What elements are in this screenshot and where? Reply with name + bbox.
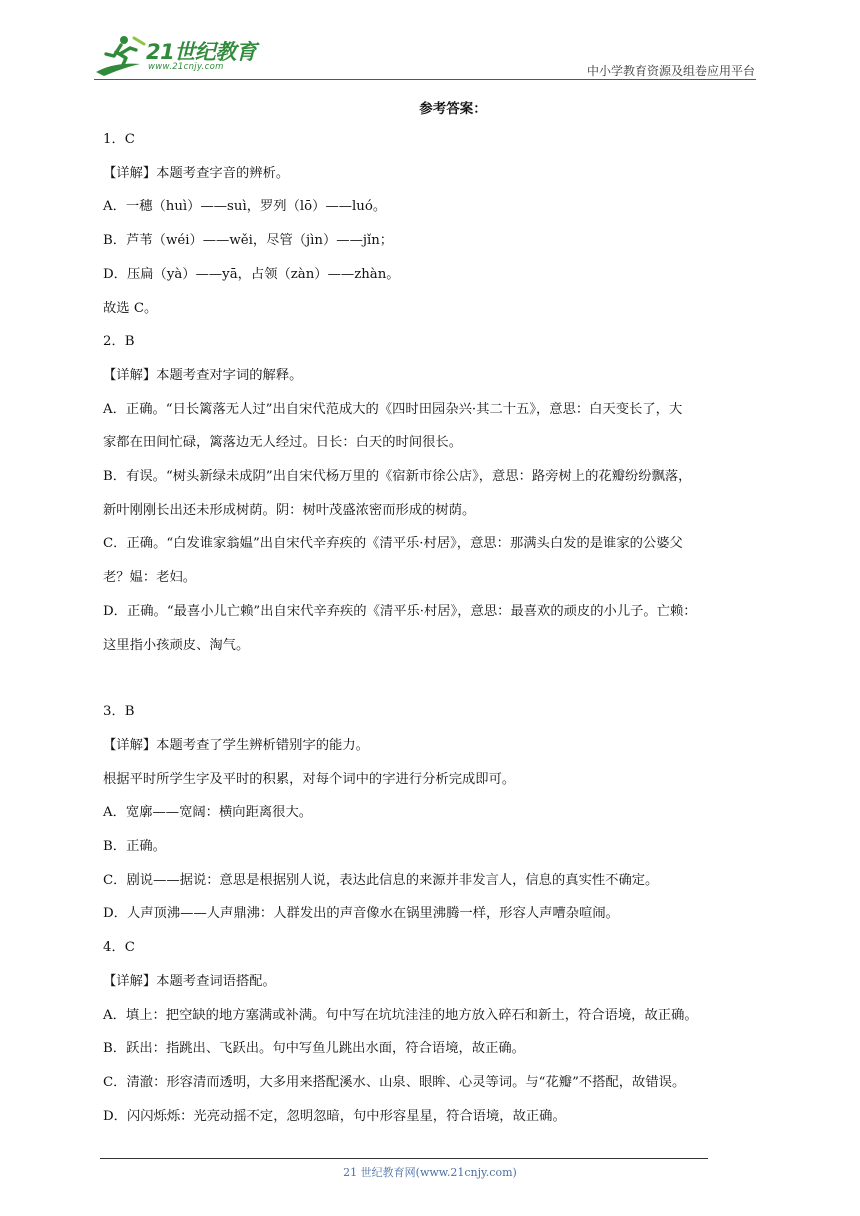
page-title: 参考答案： (419, 101, 487, 117)
option-line: 这里指小孩顽皮、淘气。 (103, 637, 250, 653)
option-line: D．人声顶沸——人声鼎沸：人群发出的声音像水在锅里沸腾一样，形容人声嘈杂喧闹。 (103, 906, 619, 922)
option-line: A．正确。“日长篱落无人过”出自宋代范成大的《四时田园杂兴·其二十五》，意思：白天变长了，大 (103, 401, 683, 417)
platform-label: 中小学教育资源及组卷应用平台 (586, 64, 755, 78)
explanation-line: 【详解】本题考查对字词的解释。 (103, 367, 303, 383)
explanation-line: 【详解】本题考查了学生辨析错别字的能力。 (103, 737, 369, 753)
header-divider (94, 79, 756, 80)
option-line: D．闪闪烁烁：光亮动摇不定，忽明忽暗，句中形容星星，符合语境，故正确。 (103, 1108, 566, 1124)
explanation-line: 【详解】本题考查字音的辨析。 (103, 165, 290, 181)
answer-content (103, 95, 763, 1133)
option-line: D．压扁（yà）——yā，占领（zàn）——zhàn。 (103, 266, 400, 282)
footer-divider (100, 1158, 708, 1159)
option-line: B．有误。“树头新绿未成阴”出自宋代杨万里的《宿新市徐公店》，意思：路旁树上的花瓣纷纷飘落， (103, 469, 692, 485)
option-line: D．正确。“最喜小儿亡赖”出自宋代辛弃疾的《清平乐·村居》，意思：最喜欢的顽皮的小儿子。亡赖： (103, 603, 697, 619)
runner-icon (94, 34, 148, 78)
conclusion-line: 故选 C。 (103, 300, 158, 316)
option-line: C．剧说——据说：意思是根据别人说，表达此信息的来源并非发言人，信息的真实性不确定。 (103, 872, 659, 888)
question-number: 3．B (103, 704, 135, 720)
question-number: 2．B (103, 334, 135, 350)
logo-url: www.21cnjy.com (148, 62, 224, 72)
option-line: C．正确。“白发谁家翁媪”出自宋代辛弃疾的《清平乐·村居》，意思：那满头白发的是谁家的公婆父 (103, 536, 683, 552)
blank-line (103, 662, 763, 695)
option-line: B．跃出：指跳出、飞跃出。句中写鱼儿跳出水面，符合语境，故正确。 (103, 1041, 525, 1057)
option-line: 家都在田间忙碌，篱落边无人经过。日长：白天的时间很长。 (103, 435, 463, 451)
question-number: 1．C (103, 132, 135, 147)
explanation-line: 【详解】本题考查词语搭配。 (103, 973, 276, 989)
option-line: 老？媪：老妇。 (103, 570, 197, 586)
explanation-line: 根据平时所学生字及平时的积累，对每个词中的字进行分析完成即可。 (103, 771, 516, 787)
logo-text: 21世纪教育 (146, 40, 257, 64)
option-line: A．一穗（huì）——suì，罗列（lō）——luó。 (103, 199, 387, 215)
page-header (0, 0, 860, 82)
option-line: B．芦苇（wéi）——wěi，尽管（jìn）——jǐn； (103, 233, 394, 249)
question-number: 4．C (103, 940, 135, 956)
option-line: A．宽廓——宽阔：横向距离很大。 (103, 805, 313, 821)
option-line: 新叶刚刚长出还未形成树荫。阴：树叶茂盛浓密而形成的树荫。 (103, 502, 476, 518)
option-line: B．正确。 (103, 839, 166, 855)
option-line: A．填上：把空缺的地方塞满或补满。句中写在坑坑洼洼的地方放入碎石和新土，符合语境，故正确。 (103, 1007, 698, 1023)
option-line: C．清澈：形容清而透明，大多用来搭配溪水、山泉、眼眸、心灵等词。与“花瓣”不搭配，故错误。 (103, 1074, 686, 1090)
site-logo[interactable] (94, 34, 264, 78)
footer-link[interactable]: 21 世纪教育网(www.21cnjy.com) (343, 1166, 517, 1179)
